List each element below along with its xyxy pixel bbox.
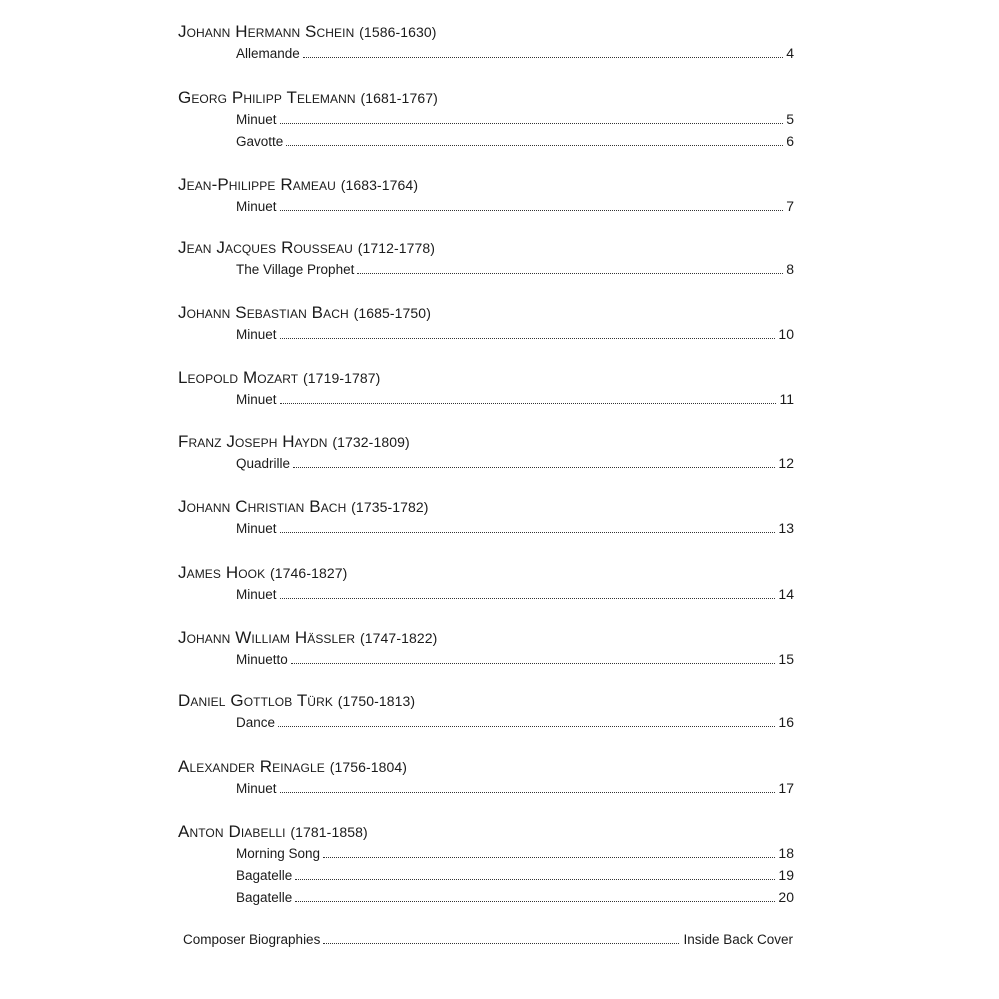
composer-dates: (1750-1813) xyxy=(337,693,416,709)
toc-entry[interactable] xyxy=(178,583,794,605)
dot-leader xyxy=(323,943,679,944)
toc-entry[interactable] xyxy=(178,258,794,280)
dot-leader xyxy=(357,273,783,274)
page-number: 16 xyxy=(778,714,794,730)
toc-entry[interactable] xyxy=(178,842,794,864)
composer-heading xyxy=(178,628,794,648)
piece-title: Minuet xyxy=(236,327,277,342)
composer-name: Georg Philipp Telemann xyxy=(178,88,356,107)
toc-entry[interactable] xyxy=(178,452,794,474)
composer-dates: (1781-1858) xyxy=(290,824,368,840)
composer-dates: (1747-1822) xyxy=(360,630,438,646)
dot-leader xyxy=(280,123,784,124)
dot-leader xyxy=(280,210,784,211)
toc-entry[interactable] xyxy=(178,323,794,345)
piece-title: Minuet xyxy=(236,587,277,602)
piece-title: Allemande xyxy=(236,46,300,61)
page-number: 18 xyxy=(778,845,794,861)
dot-leader xyxy=(280,598,776,599)
composer-name: Jean Jacques Rousseau xyxy=(178,238,353,257)
page-number: 6 xyxy=(786,133,794,149)
toc-entry[interactable] xyxy=(178,42,794,64)
piece-title: Bagatelle xyxy=(236,890,293,905)
toc-entry[interactable] xyxy=(178,195,794,217)
composer-section xyxy=(178,303,794,345)
page-number: 14 xyxy=(778,586,794,602)
dot-leader xyxy=(280,792,776,793)
composer-heading xyxy=(178,757,794,777)
piece-title: Minuet xyxy=(236,199,277,214)
composer-dates: (1586-1630) xyxy=(359,24,437,40)
composer-heading xyxy=(178,88,794,108)
toc-entry[interactable] xyxy=(178,777,794,799)
composer-name: James Hook xyxy=(178,563,266,582)
composer-name: Johann William Hässler xyxy=(178,628,356,647)
page-number: 13 xyxy=(778,520,794,536)
piece-title: Morning Song xyxy=(236,846,321,861)
page-number: 17 xyxy=(778,780,794,796)
dot-leader xyxy=(280,338,776,339)
piece-title: Minuet xyxy=(236,521,277,536)
page-number: 8 xyxy=(786,261,794,277)
page-number: 7 xyxy=(786,198,794,214)
composer-section xyxy=(178,175,794,217)
composer-heading xyxy=(178,22,794,42)
biographies-page: Inside Back Cover xyxy=(683,932,793,947)
toc-entry[interactable] xyxy=(178,517,794,539)
piece-title: The Village Prophet xyxy=(236,262,355,277)
composer-heading xyxy=(178,691,794,711)
toc-entry[interactable] xyxy=(178,388,794,410)
toc-entry[interactable] xyxy=(178,864,794,886)
dot-leader xyxy=(303,57,783,58)
biographies-entry[interactable] xyxy=(183,929,793,951)
dot-leader xyxy=(323,857,775,858)
page-number: 10 xyxy=(778,326,794,342)
composer-section xyxy=(178,497,794,539)
toc-entry[interactable] xyxy=(178,130,794,152)
composer-dates: (1683-1764) xyxy=(340,177,419,193)
composer-section xyxy=(178,88,794,152)
composer-section xyxy=(178,822,794,908)
composer-name: Jean-Philippe Rameau xyxy=(178,175,336,194)
dot-leader xyxy=(295,901,775,902)
dot-leader xyxy=(278,726,775,727)
piece-title: Gavotte xyxy=(236,134,284,149)
piece-title: Minuetto xyxy=(236,652,288,667)
composer-dates: (1735-1782) xyxy=(351,499,429,515)
composer-name: Johann Sebastian Bach xyxy=(178,303,349,322)
page-number: 19 xyxy=(778,867,794,883)
page-number: 12 xyxy=(778,455,794,471)
composer-section xyxy=(178,22,794,64)
composer-heading xyxy=(178,175,794,195)
composer-section xyxy=(178,368,794,410)
biographies-title: Composer Biographies xyxy=(183,932,321,947)
piece-title: Quadrille xyxy=(236,456,291,471)
page-number: 5 xyxy=(786,111,794,127)
composer-heading xyxy=(178,432,794,452)
toc-entry[interactable] xyxy=(178,886,794,908)
composer-section xyxy=(178,628,794,670)
dot-leader xyxy=(286,145,783,146)
page-number: 15 xyxy=(778,651,794,667)
composer-dates: (1732-1809) xyxy=(332,434,410,450)
composer-name: Johann Christian Bach xyxy=(178,497,347,516)
composer-heading xyxy=(178,822,794,842)
toc-entry[interactable] xyxy=(178,108,794,130)
page-number: 20 xyxy=(778,889,794,905)
composer-section xyxy=(178,238,794,280)
composer-name: Franz Joseph Haydn xyxy=(178,432,328,451)
composer-heading xyxy=(178,563,794,583)
composer-name: Johann Hermann Schein xyxy=(178,22,355,41)
composer-section xyxy=(178,757,794,799)
dot-leader xyxy=(295,879,775,880)
composer-dates: (1756-1804) xyxy=(329,759,408,775)
composer-name: Alexander Reinagle xyxy=(178,757,325,776)
composer-section xyxy=(178,563,794,605)
composer-section xyxy=(178,691,794,733)
dot-leader xyxy=(291,663,776,664)
piece-title: Bagatelle xyxy=(236,868,293,883)
composer-name: Leopold Mozart xyxy=(178,368,299,387)
composer-dates: (1746-1827) xyxy=(270,565,348,581)
composer-dates: (1712-1778) xyxy=(357,240,436,256)
piece-title: Dance xyxy=(236,715,276,730)
composer-heading xyxy=(178,303,794,323)
toc-entry[interactable] xyxy=(178,648,794,670)
composer-name: Anton Diabelli xyxy=(178,822,286,841)
dot-leader xyxy=(280,532,776,533)
page-number: 4 xyxy=(786,45,794,61)
composer-dates: (1681-1767) xyxy=(360,90,438,106)
dot-leader xyxy=(280,403,777,404)
composer-heading xyxy=(178,238,794,258)
composer-heading xyxy=(178,368,794,388)
composer-section xyxy=(178,432,794,474)
composer-heading xyxy=(178,497,794,517)
piece-title: Minuet xyxy=(236,781,277,796)
composer-name: Daniel Gottlob Türk xyxy=(178,691,333,710)
page-number: 11 xyxy=(779,391,794,407)
composer-dates: (1719-1787) xyxy=(303,370,381,386)
piece-title: Minuet xyxy=(236,112,277,127)
toc-entry[interactable] xyxy=(178,711,794,733)
composer-dates: (1685-1750) xyxy=(353,305,431,321)
dot-leader xyxy=(293,467,775,468)
piece-title: Minuet xyxy=(236,392,277,407)
